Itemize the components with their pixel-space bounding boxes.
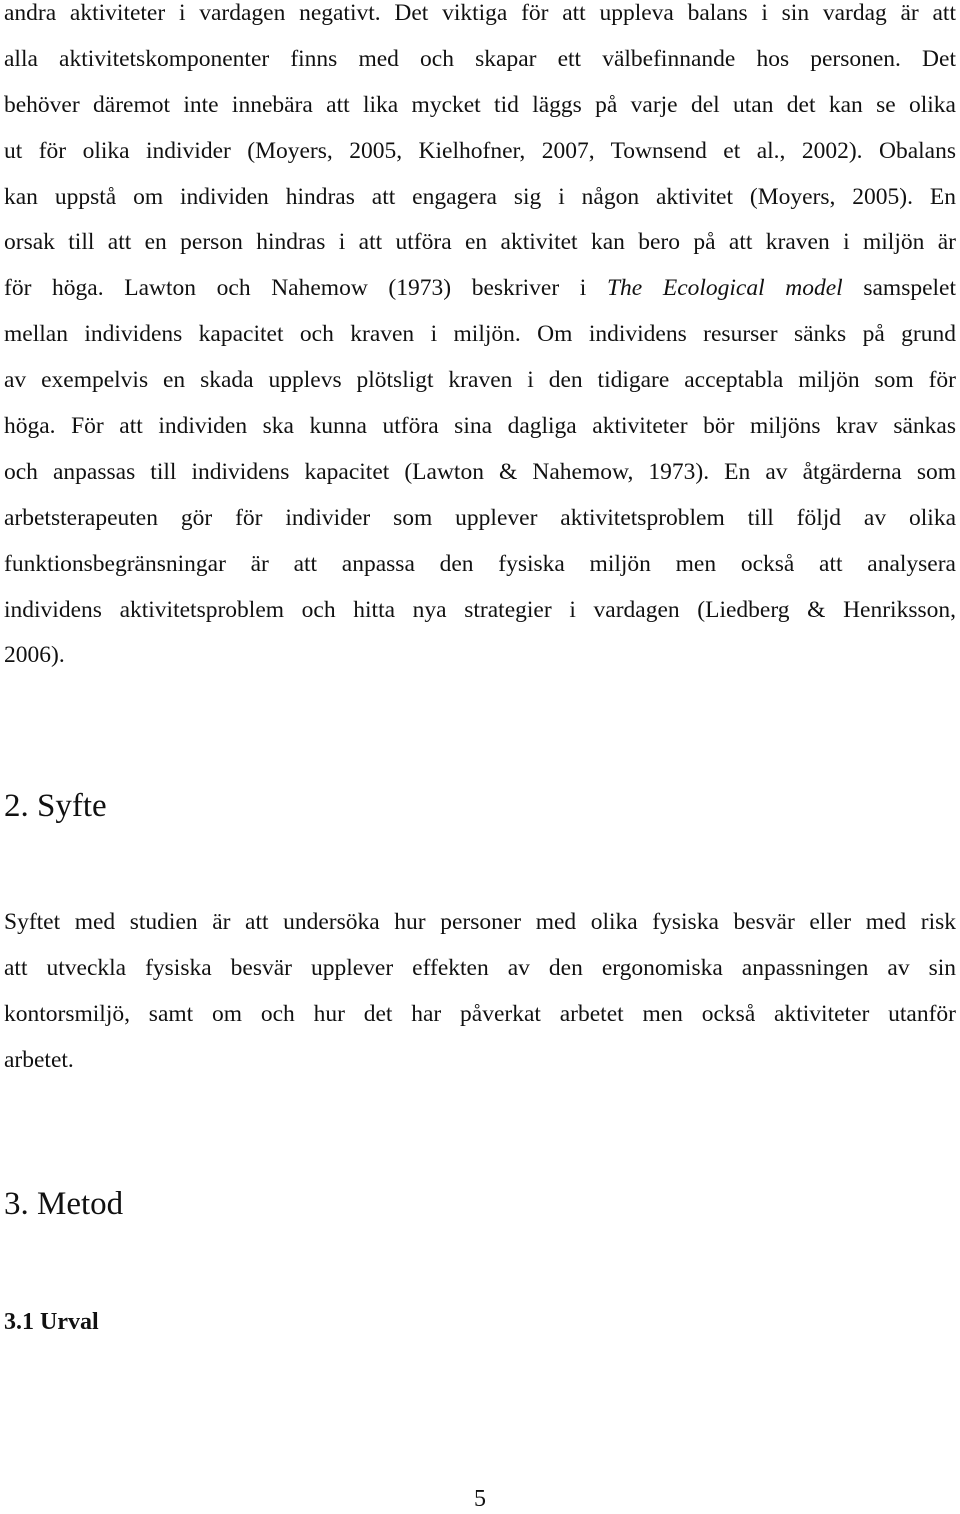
text-line: mellan individens kapacitet och kraven i miljön. Om individens resurser sänks på grund: [4, 321, 956, 348]
text-line: andra aktiviteter i vardagen negativt. Det viktiga för att uppleva balans i sin vardag är att: [4, 0, 956, 26]
body-paragraph-syfte: [4, 900, 956, 1084]
text-line: och anpassas till individens kapacitet (Lawton & Nahemow, 1973). En av åtgärderna som: [4, 458, 956, 485]
section-heading-syfte: 2. Syfte: [4, 788, 107, 824]
text-line: höga. För att individen ska kunna utföra sina dagliga aktiviteter bör miljöns krav sänkas: [4, 413, 956, 440]
text-line: arbetet.: [4, 1046, 74, 1073]
text-line: orsak till att en person hindras i att utföra en aktivitet kan bero på att kraven i miljön är: [4, 229, 956, 256]
text-line: alla aktivitetskomponenter finns med och skapar ett välbefinnande hos personen. Det: [4, 45, 956, 72]
text-line: att utveckla fysiska besvär upplever effekten av den ergonomiska anpassningen av sin: [4, 954, 956, 981]
italic-term: The Ecological model: [606, 275, 843, 302]
text-line: av exempelvis en skada upplevs plötsligt kraven i den tidigare acceptabla miljön som för: [4, 367, 956, 394]
section-heading-metod: 3. Metod: [4, 1186, 124, 1222]
text-line-with-italic: [4, 266, 956, 312]
text-line: ut för olika individer (Moyers, 2005, Kielhofner, 2007, Townsend et al., 2002). Obalans: [4, 137, 956, 164]
text-line: behöver däremot inte innebära att lika mycket tid läggs på varje del utan det kan se olika: [4, 91, 956, 118]
text-line: kontorsmiljö, samt om och hur det har påverkat arbetet men också aktiviteter utanför: [4, 1000, 956, 1027]
text-line: individens aktivitetsproblem och hitta nya strategier i vardagen (Liedberg & Henriksson,: [4, 596, 956, 623]
page-number: 5: [474, 1486, 486, 1512]
text-line: Syftet med studien är att undersöka hur personer med olika fysiska besvär eller med risk: [4, 909, 956, 935]
subsection-heading-urval: 3.1 Urval: [4, 1309, 99, 1335]
text-line: funktionsbegränsningar är att anpassa den fysiska miljön men också att analysera: [4, 550, 956, 577]
text-segment: för höga. Lawton och Nahemow (1973) beskriver i: [4, 275, 607, 302]
text-line: kan uppstå om individen hindras att engagera sig i någon aktivitet (Moyers, 2005). En: [4, 183, 956, 210]
body-paragraph-balance: [4, 0, 956, 679]
text-line: arbetsterapeuten gör för individer som upplever aktivitetsproblem till följd av olika: [4, 504, 956, 531]
text-segment: samspelet: [842, 275, 956, 302]
text-line: 2006).: [4, 642, 65, 669]
